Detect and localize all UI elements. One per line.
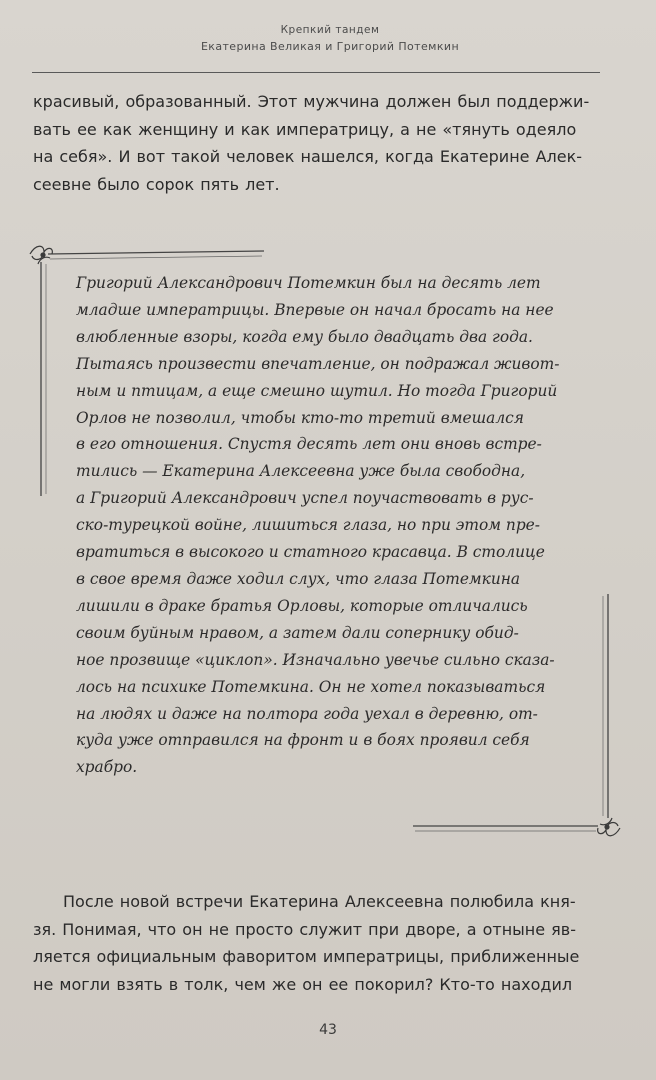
quote-line: куда уже отправился на фронт и в боях проявил себя	[76, 731, 530, 750]
text-line: зя. Понимая, что он не просто служит при дворе, а отныне яв-	[33, 919, 577, 939]
quote-line: а Григорий Александрович успел поучаствовать в рус-	[76, 489, 534, 508]
text-line: ляется официальным фаворитом императрицы, приближенные	[33, 947, 580, 966]
quote-line: в свое время даже ходил слух, что глаза Потемкина	[76, 569, 521, 588]
quote-line: Орлов не позволил, чтобы кто-то третий вмешался	[76, 408, 524, 427]
flourish-icon	[598, 818, 620, 836]
quote-line: ное прозвище «циклоп». Изначально увечье сильно сказа-	[76, 650, 555, 669]
running-header	[30, 22, 630, 56]
quote-line: тились — Екатерина Алексеевна уже была свободна,	[76, 462, 526, 481]
paragraph-top	[33, 88, 611, 198]
quote-block	[76, 270, 581, 781]
paragraph-bottom	[33, 888, 611, 998]
header-series-title: Крепкий тандем	[280, 24, 380, 36]
quote-line: младше императрицы. Впервые он начал бросать на нее	[76, 300, 554, 319]
frame-top-line-thin	[50, 256, 262, 259]
page-number: 43	[319, 1022, 337, 1038]
text-line: После новой встречи Екатерина Алексеевна полюбила кня-	[63, 892, 576, 911]
text-line: не могли взять в толк, чем же он ее покорил? Кто-то находил	[33, 974, 573, 994]
flourish-icon	[30, 246, 52, 264]
header-divider	[32, 72, 600, 73]
text-line: красивый, образованный. Этот мужчина должен был поддержи-	[33, 92, 590, 111]
quote-line: Пытаясь произвести впечатление, он подражал живот-	[76, 354, 560, 373]
text-line: сеевне было сорок пять лет.	[33, 174, 280, 194]
frame-top-line	[48, 251, 264, 254]
quote-line: лось на психике Потемкина. Он не хотел показываться	[76, 677, 546, 696]
quote-line: на людях и даже на полтора года уехал в деревню, от-	[76, 704, 538, 723]
quote-line: Григорий Александрович Потемкин был на десять лет	[76, 274, 541, 292]
header-chapter-title: Екатерина Великая и Григорий Потемкин	[200, 40, 460, 53]
quote-line: ным и птицам, а еще смешно шутил. Но тогда Григорий	[76, 381, 558, 400]
text-line: на себя». И вот такой человек нашелся, когда Екатерине Алек-	[33, 147, 583, 166]
quote-line: своим буйным нравом, а затем дали сопернику обид-	[76, 623, 519, 642]
quote-line: ско-турецкой войне, лишиться глаза, но при этом пре-	[76, 516, 540, 535]
quote-line: лишили в драке братья Орловы, которые отличались	[76, 596, 528, 615]
quote-line: вратиться в высокого и статного красавца. В столице	[76, 543, 545, 562]
quote-line: влюбленные взоры, когда ему было двадцать два года.	[76, 327, 533, 346]
text-line: вать ее как женщину и как императрицу, а не «тянуть одеяло	[33, 119, 577, 139]
quote-line: храбро.	[76, 758, 138, 777]
quote-line: в его отношения. Спустя десять лет они вновь встре-	[76, 435, 542, 454]
